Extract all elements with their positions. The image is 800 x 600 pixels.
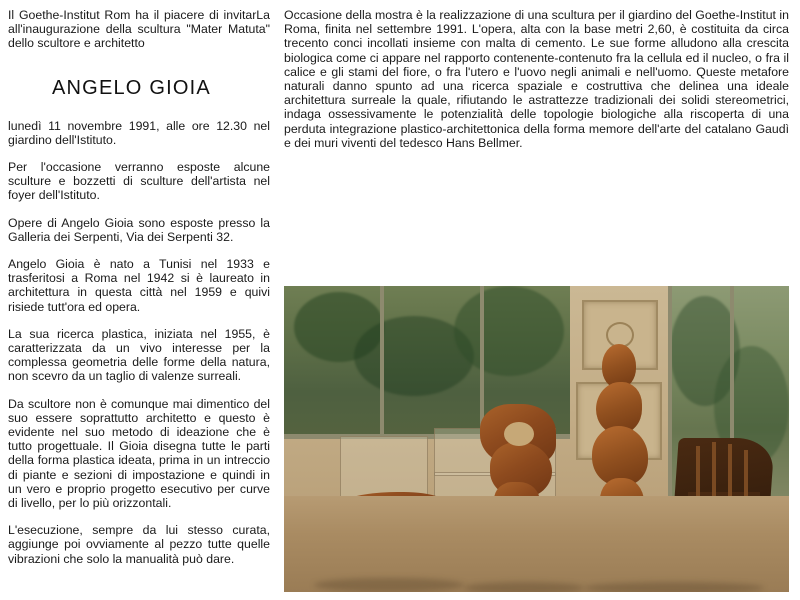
photo-foliage: [454, 286, 564, 376]
invitation-intro-paragraph: Il Goethe-Institut Rom ha il piacere di invitarLa all'inaugurazione della scultura "Mater Matuta" dello scultore e architetto: [8, 8, 270, 51]
paragraph-biography: Angelo Gioia è nato a Tunisi nel 1933 e trasferitosi a Roma nel 1942 si è laureato in architettura in questa città nel 1959 e quivi risiede tutt'ora ed opera.: [8, 257, 270, 314]
left-column: [8, 8, 270, 579]
photo-window-mullion: [668, 286, 672, 524]
photo-sculpture-spiral: [592, 426, 648, 486]
exhibition-photograph: [284, 286, 789, 592]
paragraph-architect-method: Da scultore non è comunque mai dimentico del suo essere soprattutto architetto e questo è evidente nel suo metodo di ideazione che è tutto progettuale. Il Gioia disegna tutte le parti della forma plastica ideata, prima in un intreccio di piante e sezioni di impostazione e quindi in un vero e proprio progetto esecutivo per curve di livello, per lo più orizzontali.: [8, 396, 270, 511]
photo-shadow: [314, 578, 464, 592]
right-column: [284, 8, 789, 163]
paragraph-gallery-info: Opere di Angelo Gioia sono esposte presso la Galleria dei Serpenti, Via dei Serpenti 32.: [8, 215, 270, 244]
photo-window-mullion: [380, 286, 384, 438]
photo-shadow: [464, 582, 584, 592]
paragraph-event-date: lunedì 11 novembre 1991, alle ore 12.30 nel giardino dell'Istituto.: [8, 118, 270, 147]
paragraph-execution: L'esecuzione, sempre da lui stesso curata, aggiunge poi ovviamente al pezzo tutte quelle vibrazioni che solo la manualità può dare.: [8, 523, 270, 566]
paragraph-foyer-exhibit: Per l'occasione verranno esposte alcune sculture e bozzetti di sculture dell'artista nel foyer dell'Istituto.: [8, 160, 270, 203]
photo-sculpture-void: [504, 422, 534, 446]
page-title: ANGELO GIOIA: [52, 76, 211, 99]
photo-shadow: [584, 582, 764, 592]
paragraph-research: La sua ricerca plastica, iniziata nel 1955, è caratterizzata da un vivo interesse per la complessa geometria delle forme della natura, non scevro da un taglio di valenze surreali.: [8, 326, 270, 384]
paragraph-sculpture-description: Occasione della mostra è la realizzazione di una scultura per il giardino del Goethe-Institut in Roma, finita nel settembre 1991. L'opera, alta con la base metri 2,60, è costituita da circa trecento conci incollati insieme con malta di cemento. Le sue forme alludono alla crescita biologica come ci appare nel rapporto contenente-contenuto fra la cellula ed il nucleo, o fra il calice e gli stami del fiore, o fra l'utero e l'uovo negli animali e nell'uomo. Queste metafore naturali danno spunto ad una ricerca spaziale e costruttiva che delinea una ideale architettura surreale la quale, rifiutando le astrattezze tradizionali dei solidi stereometrici, indaga ossessivamente le potenzialità delle topologie biologiche alla riscoperta di una perduta integrazione plastico-architettonica della forma memore dell'arte del catalano Gaudì e dei muri viventi del tedesco Hans Bellmer.: [284, 8, 789, 150]
